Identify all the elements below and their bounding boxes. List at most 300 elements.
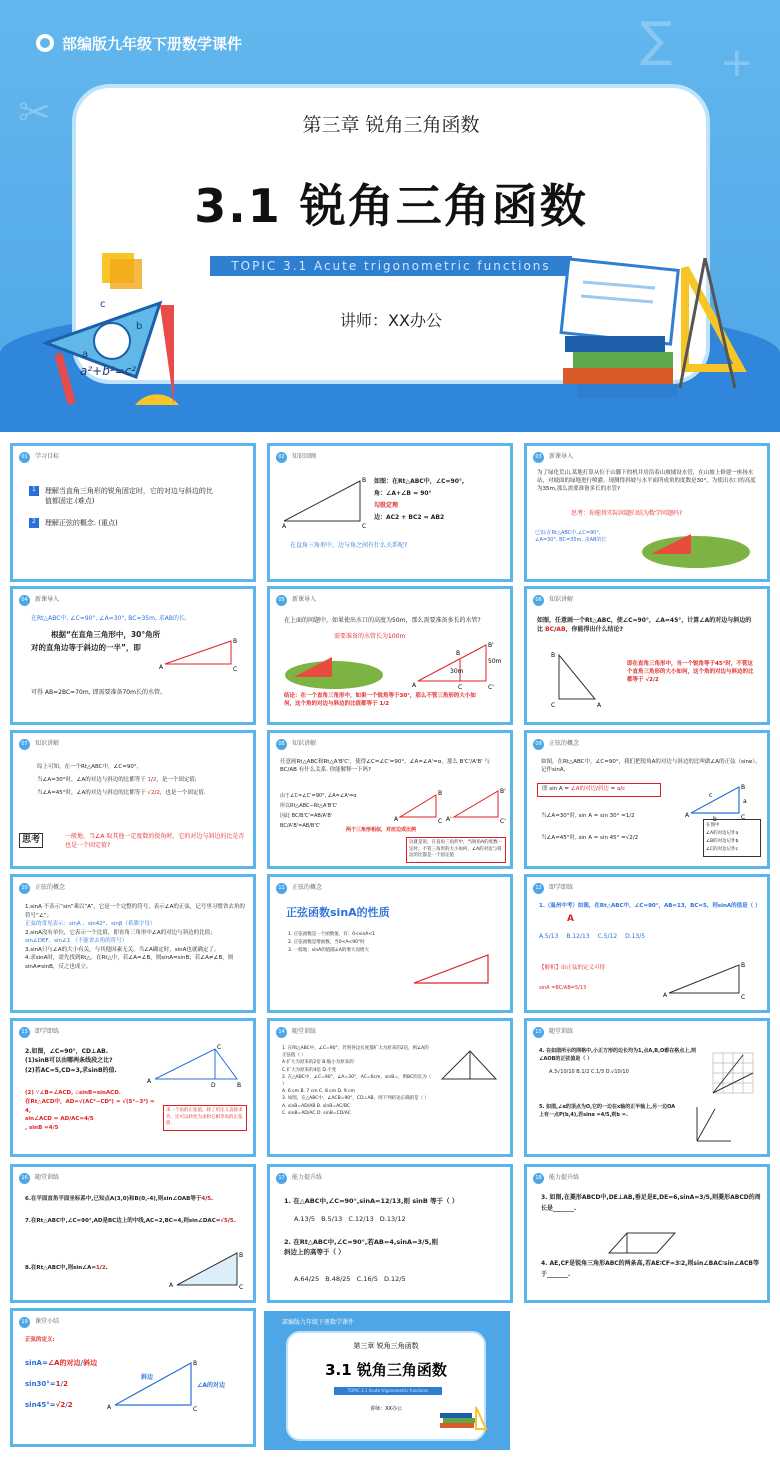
slide-number: 17 [276,1173,287,1184]
text-line: 1. 正弦函数是一个函数值，有：0<sinA<1 [288,932,376,937]
books-illustration [555,238,755,408]
option-value: √10/10 [611,1069,629,1075]
frac: 13 [365,1215,374,1223]
slide-03 [524,443,770,582]
vertex-label: C [458,684,463,691]
brand-logo-icon [36,34,54,52]
option: C. sinB= [282,1110,302,1116]
option-label: C. [597,933,604,940]
text-line: 任意画Rt△ABC和Rt△A'B'C'，使得∠C=∠C'=90°，∠A=∠A'=α，那么 [280,759,458,765]
text-line: ，也是一个固定值. [159,790,206,797]
slide-02 [267,443,513,582]
option-label: B. [321,1215,328,1223]
question-text: 2. 在Rt△ABC中,∠C=90°,若AB=4,sinA= [284,1238,418,1246]
frac: B'C' [310,823,321,829]
text-line: 由于∠C=∠C'=90°, ∠A=∠A'=α [280,793,357,799]
vertex-label: A [282,523,287,530]
question-text: 4. 在如图所示的网格中,小正方形的边长均为1,点A,B,O都在格点上,则∠AOB的正弦值是（ ） [539,1048,697,1062]
vertex-label: B [551,652,556,659]
cover-card [286,1331,486,1441]
vertex-label: A [107,1404,112,1411]
frac-num: √2 [55,1401,66,1409]
frac-den: 斜边 [83,1359,98,1367]
frac: 12 [397,1215,406,1223]
vertex-label: A [412,682,417,689]
goal-item: 理解当直角三角形的锐角固定时，它的对边与斜边的比值都固定.(难点) [44,487,213,506]
text-line: 则sin∠A= [67,1265,96,1271]
frac: BC [280,766,288,773]
slide-number: 10 [19,883,30,894]
slide-08: 08 知识讲解 任意画Rt△ABC和Rt△A'B'C'，使得∠C=∠C'=90°，∠A=∠A'=α，那么 B'C'/A'B' 与 BC/AB 有什么关系. 你能解释一下吗? 由于∠C=∠C'=90°, ∠A=∠A'=α 所以Rt△ABC∽Rt△A'B'C' 因此 BC/B'C'=AB/A'B' BC/A'B'=AB/B'C' 两个三角形相似，对应边成比例 这就是说，在直角三角形中，当锐角A的度数一定时，不管三角形的大小如何，∠A的对边与斜边的比都是一个固定值 A B C A' B' C' [267,730,513,869]
text-line: sin30°= [25,1380,56,1388]
slide-14: 14 随堂训练 1. 在Rt△ABC中，∠C=90°，若将各边长度都扩大为原来的2倍，则∠A的正弦值（ ） A.扩大为原来的2倍 B.缩小为原来的 C.扩大为原来的4倍 D.不变 2. 在△ABC中，∠C=90°，∠A=30°，AC=6cm，sinB=，则BC的长为（ ） A. 6 cm B. 7 cm C. 8 cm D. 9 cm 3. 如图，在△ABC中，∠ACB=90°，CD⊥AB，则下列结论正确的是（ ） A. sinB=AD/AB B. sinB=AC/BC C. sinB=AD/AC D. sinB=CD/AC [267,1018,513,1157]
option: D. sinB= [316,1110,337,1116]
book-green-icon [573,352,673,368]
side-a-label: a [82,349,89,360]
brand-title: 部编版九年级下册数学课件 [282,1319,355,1326]
triangle-figure [159,638,243,673]
text-line: sin A = sin 30° = [578,813,626,819]
option: B.缩小为原来的 [322,1060,354,1066]
slide-number: 07 [19,739,30,750]
slide-number: 05 [276,595,287,606]
option-label: A. [294,1275,301,1283]
text-line: . [625,1112,628,1118]
text-line: sinA= [25,1359,48,1367]
vertex-label: C [551,702,556,709]
frac-num: AD [60,1116,70,1123]
option-label: D. [379,1215,387,1223]
text-line: 角：∠A+∠B = 90° [374,490,432,497]
rhombus-figure [607,1231,677,1255]
vertex-label: A [169,1282,174,1289]
option: A. sinB= [282,1103,302,1109]
frac-num: √2 [645,676,653,683]
slide-06: 06 知识讲解 如图，任意画一个Rt△ABC，使∠C=90°，∠A=45°，计算∠A的对边与斜边的比 BC/AB，你能得出什么结论? B C A 即在直角三角形中，当一个锐角等于45°时，不管这个直角三角形的大小如何，这个角的对边与斜边的比都等于 √2/2 [524,586,770,725]
frac: AD [301,1110,308,1116]
slide-title: 即学即练 [549,884,574,892]
vertex-label: B [233,638,238,645]
question-text: 1.（温州中考）如图，在Rt△ABC中，∠C=90°，AB=13，BC=5，则sinA的值是（ ） [539,903,761,909]
frac-num: 1 [147,777,151,784]
text-line: 正弦的常见表示：sinA 、sin42°、sinβ（希腊字母） [25,921,156,928]
text-line: 2.如图，∠C=90°，CD⊥AB. [25,1048,108,1055]
frac-den: c [622,786,626,792]
definition-text: 如图，在Rt△ABC中，∠C=90°，我们把锐角A的对边与斜边的比叫做∠A的正弦（sine），记作sinA, [541,759,761,773]
option: A. 6 cm B. 7 cm C. 8 cm D. 9 cm [282,1089,356,1095]
frac: AC [309,1110,316,1116]
slide-title: 正弦的概念 [292,884,323,892]
cover-slide [0,0,780,432]
frac-num: BC [555,985,563,991]
text-line: ,则b = [609,1112,626,1118]
triangle-figure [440,1049,500,1085]
note-text: 两个三角形相似，对应边成比例 [346,827,417,833]
slide-number: 08 [276,739,287,750]
frac-num: 3 [699,1194,704,1201]
question-text: 1. 在△ABC中,∠C=90°,sinA= [284,1197,381,1205]
option-label: B. [576,1069,582,1075]
text-line: 如图，任意画一个Rt△ABC，使∠C=90°，∠A=45°，计算∠A的对边与斜边的比 [537,617,752,633]
book-lightblue-icon [577,384,677,398]
option-label: A. [549,1069,554,1075]
triangle-figure [147,1044,242,1089]
option-value: 13/5 [631,933,646,940]
frac-den: 5 [705,1194,710,1201]
vertex-label: C [193,1406,198,1413]
slide-title: 能力提升练 [292,1174,323,1182]
triangle-figure [685,783,759,823]
option: D.不变 [322,1067,337,1073]
think-badge: 思考 [19,833,43,848]
question-text: 5. 如图,∠α的顶点为O,它的一边在x轴的正半轴上,另一边OA上有一点P(b,4),若sinα = [539,1104,676,1118]
lesson-title: 3.1 锐角三角函数 [194,179,588,233]
topic-banner: TOPIC 3.1 Acute trigonometric functions [210,256,572,276]
frac: AB [302,823,310,829]
slide-title: 学习目标 [35,453,60,461]
triangle-figure [412,642,506,691]
vertex-label: A [663,992,668,999]
slide-number: 18 [533,1173,544,1184]
frac-num: 4 [600,1112,605,1118]
frac-den: 2 [156,790,160,797]
text-line: ，你能得出什么结论? [565,625,623,633]
slide-20-cover [264,1311,510,1450]
frac: 5 [310,1215,316,1223]
slide-number: 19 [19,1317,30,1328]
frac: A'B' [288,823,299,829]
text-line: sin A = sin 45° = [578,835,626,841]
option-label: B. [566,933,573,940]
option: A.扩大为原来的2倍 [282,1060,321,1066]
slide-19: 19 课堂小结 正弦的定义: sinA=∠A的对边/斜边 sin30°=1/2 sin45°=√2/2 A B C 斜边 ∠A的对边 [10,1308,256,1447]
option-value: 1/2 [581,1069,590,1075]
pencil-icon [54,353,75,405]
answer-blank: _______. [553,1204,577,1212]
frac-den: 斜边 [597,786,609,792]
answer-text: A [567,914,574,924]
slide-12: 12 即学即练 1.（温州中考）如图，在Rt△ABC中，∠C=90°，AB=13，BC=5，则sinA的值是（ ） A A.5/13 B.12/13 C.5/12 D.13/5 【解析】由正弦的定义可得 sinA =BC/AB=5/13 A B C [524,874,770,1013]
text-line: . [105,1265,108,1271]
frac-den: 13 [391,1197,401,1205]
text-line: , sinB = [25,1125,49,1132]
frac: 16 [363,1275,372,1283]
frac: 5 [327,1215,332,1223]
text-line: (1)sinB可以由哪两条线段之比? [25,1057,113,1065]
option-value: 5/13 [544,933,559,940]
frac: BC [343,1103,350,1109]
frac-den: AB [563,985,571,991]
frac: CD [336,1110,344,1116]
text-line: 对的直角边等于斜边的一半”，即 [31,642,141,652]
frac-num: BC [545,625,555,633]
text-line: 3.sinA只与∠A的大小有关，与其他因素无关，当∠A确定时，sinA也就确定了。 [25,946,220,953]
chapter-title: 第三章 锐角三角函数 [302,114,480,136]
triangle-figure [169,1249,244,1293]
text-line: 综上可知，在一个Rt△ABC中，∠C=90°, [37,764,139,770]
vertex-label: C [217,1044,222,1051]
frac-num: 4 [84,1116,88,1123]
definition-heading: 正弦的定义: [25,1337,55,1343]
text-line: ∠C=90°, [577,530,601,536]
vertex-label: C [362,523,367,530]
topic-banner: TOPIC 3.1 Acute trigonometric functions [334,1387,442,1395]
question-text: 在直角三角形中，边与角之间有什么关系呢? [290,542,408,549]
slide-18: 18 能力提升练 3. 如图,在菱形ABCD中,DE⊥AB,垂足是E,DE=6,sinA=3/5,则菱形ABCD的周长是_______. 4. AE,CF是锐角三角形ABC的两条高,若AE∶CF=3∶2,则sin∠BAC∶sin∠ACB等于_______. [524,1164,770,1303]
slide-17: 17 能力提升练 1. 在△ABC中,∠C=90°,sinA=12/13,则 sinB 等于（ ） A.13/5 B.5/13 C.12/13 D.13/12 2. 在Rt△ABC中,∠C=90°,若AB=4,sinA=3/5,则 斜边上的高等于（ ） A.64/25 B.48/25 C.16/5 D.12/5 [267,1164,513,1303]
text-line: √(AC²−CD²) = √(5²−3²) = 4, [25,1098,155,1114]
frac: BC [291,813,299,819]
side-label: b [713,816,717,823]
text-line: 已知:在Rt△ABC中, [535,530,578,536]
slide-15: 15 随堂训练 4. 在如图所示的网格中,小正方形的边长均为1,点A,B,O都在格点上,则∠AOB的正弦值是（ ） A.3√10/10 B.1/2 C.1/3 D.√10/10 5. 如图,∠α的顶点为O,它的一边在x轴的正半轴上,另一边OA上有一点P(b,4),若sinα =4/5,则b =. [524,1018,770,1157]
slide-number: 01 [19,452,30,463]
text-line: 可得 AB=2BC=70m, 即需要准备70m长的水管。 [31,689,166,696]
vertex-label: C [741,994,746,1001]
text-line: sin45°= [25,1401,56,1409]
axis-figure [693,1105,733,1145]
frac-num: 12 [380,1197,390,1205]
slide-title: 新课导入 [35,596,60,604]
vertex-label: C [239,1284,244,1291]
side-c-label: c [100,299,106,310]
slide-number: 02 [276,452,287,463]
frac-den: AB [556,625,566,633]
question-text: 4. AE,CF是锐角三角形ABC的两条高,若AE∶CF=3∶2,则sin∠BAC∶sin∠ACB等于 [541,1260,759,1278]
frac: 13 [300,1215,309,1223]
frac-num: 4 [48,1125,53,1132]
frac: AC [344,1110,351,1116]
protractor-icon [135,394,179,405]
length-label: 30m [450,668,464,675]
question-text: 8.在Rt△ABC中, [25,1265,68,1271]
frac: 25 [310,1275,320,1283]
opposite-label: ∠A的对边 [197,1382,226,1389]
frac-den: 2 [63,1380,68,1388]
option-label: A. [539,933,545,940]
frac-num: 1 [55,1380,61,1388]
slide-title: 新课导入 [292,596,317,604]
lecturer: 讲师：XX办公 [340,311,442,330]
frac: AB [289,766,297,773]
property-heading: 正弦函数sinA的性质 [286,906,390,919]
slide-number: 04 [19,595,30,606]
slide-number: 12 [533,883,544,894]
text-line: 4.求sinA时，需先找到Rt△。在Rt△中，若∠A=∠B，则sinA=sinB；若∠A≠∠B，则sinA≠sinB，反之也成立。 [25,955,234,970]
slide-number: 09 [533,739,544,750]
question-text: 7.在Rt△ABC中,∠C=90°,AD是BC边上的中线,AC=2,BC=4,则sin∠DAC= [25,1218,221,1224]
side-label: a [743,798,747,805]
frac: 25 [342,1275,351,1283]
frac: 64 [300,1275,309,1283]
answer-blank: _______. [547,1270,571,1278]
pythagoras-formula: a²+b²=c² [80,364,137,378]
slide-number: 15 [533,1027,544,1038]
vertex-label: A [685,812,690,819]
hill-figure [284,647,384,681]
option: C.扩大为原来的4倍 [282,1067,321,1073]
vertex-label: B [239,1252,244,1259]
option-label: D. [383,1275,392,1283]
frac-den: 2 [634,835,639,841]
chapter-title: 第三章 锐角三角函数 [353,1342,419,1350]
slide-title: 能力提升练 [549,1174,580,1182]
frac-num: 1 [625,813,630,819]
grid-lines [713,1053,753,1093]
text-line: ,则 [428,1238,438,1246]
frac: A'B' [472,759,483,765]
text-line: 3. 如图，在△ABC中，∠ACB=90°，CD⊥AB，则下列结论正确的是（ ） [282,1096,430,1102]
vertex-label: C [233,666,238,673]
frac: 5 [401,1275,406,1283]
frac-den: 13 [579,985,587,991]
text-line: 有什么关系. 你能解释一下吗? [298,766,372,773]
frac-den: 2 [654,676,659,683]
note-box: 这就是说，在直角三角形中，当锐角A的度数一定时，不管三角形的大小如何，∠A的对边与斜边的比都是一个固定值 [406,837,506,863]
question-text: 3. 如图,在菱形ABCD中,DE⊥AB,垂足是E,DE=6,sinA= [541,1194,700,1201]
goal-item: 理解正弦的概念. (重点) [44,519,118,528]
slide-11 [267,874,513,1013]
text-line: ,则菱形ABCD的周长是 [541,1194,761,1212]
frac: BC [280,823,287,829]
vertex-label: B [193,1360,198,1367]
frac-den: 2 [385,700,390,707]
vertex-label: B [456,650,461,657]
text-line: 当∠A=45°时，∠A的对边与斜边的比都等于 [37,790,146,797]
triangle-figure [549,649,609,709]
frac-den: 2 [152,777,157,784]
frac-den: 5 [229,1218,234,1224]
option-label: C. [356,1275,364,1283]
frac-den: 5 [54,1125,59,1132]
right-triangle-figure [282,476,372,530]
slide-title: 随堂训练 [549,1028,574,1036]
text-line: ∠C的对边记作c [706,847,739,853]
slide-title: 随堂训练 [35,1174,60,1182]
text-line: 与 [484,759,490,765]
slide-title: 即学即练 [35,1028,60,1036]
slide-number: 13 [19,1027,30,1038]
frac: AD [301,1103,308,1109]
similar-triangles-figure [394,788,508,825]
goal-badge: 2 [29,518,39,528]
option-label: A. [294,1215,301,1223]
slide-16: 16 随堂训练 6.在平面直角平面坐标系中,已知点A(3,0)和B(0,-4),则sin∠OAB等于4/5. 7.在Rt△ABC中,∠C=90°,AD是BC边上的中线,AC=2,BC=4,则sin∠DAC=√5/5. 8.在Rt△ABC中,则sin∠A=1/2. A B C [10,1164,256,1303]
frac-num: a [616,786,621,792]
book-blue-icon [565,336,665,352]
text-line: ，是一个固定值; [156,777,197,784]
frac-num: 4 [201,1196,206,1202]
slide-01 [10,443,256,582]
frac: B'C' [459,759,471,765]
option-label: C. [590,1069,597,1075]
frac: 12 [354,1215,364,1223]
triangle-figure [107,1357,241,1413]
text-line: ∠A的对边记作a [706,831,739,837]
option-label: D. [625,933,632,940]
frac: 13 [386,1215,396,1223]
slide-title: 知识讲解 [292,740,317,748]
frac: 48 [331,1275,341,1283]
slide-title: 知识讲解 [549,596,574,604]
slide-09: 09 正弦的概念 如图，在Rt△ABC中，∠C=90°，我们把锐角A的对边与斜边的比叫做∠A的正弦（sine），记作sinA, 即 sin A = ∠A的对边/斜边 = a/c 当∠A=30°时, sin A = sin 30° =1/2 当∠A=45°时, sin A = sin 45° =√2/2 A B C a b c 在图中 ∠A的对边记作a ∠B的对边记作b ∠C的对边记作c [524,730,770,869]
slide-number: 06 [533,595,544,606]
problem-text: 为了绿化荒山,某地打算从位于山脚下的机井房沿着山坡铺设水管，在山坡上修建一座扬水站，对坡面的绿地进行喷灌。现测得斜坡与水平面所成角的度数是30°，为使出水口的高度为35m,那么需要准备多长的水管? [537,470,756,492]
frac-den: 2 [631,813,635,819]
text-line: 2. 在△ABC中，∠C=90°，∠A=30°，AC=6cm，sinB= [282,1074,399,1080]
text-line: 在上面的问题中，如果使出水口的高度为50m，那么需要准备多长的水管? [284,617,481,624]
frac-den: 5 [424,1238,429,1246]
goal-badge: 1 [29,486,39,496]
lecturer: 讲师：XX办公 [370,1406,402,1412]
slide-13: 13 即学即练 2.如图，∠C=90°，CD⊥AB. (1)sinB可以由哪两条线段之比? (2)若AC=5,CD=3,求sinB的值. (2) ∵∠B=∠ACD, ∴sinB=sinACD. 在Rt△ACD中，AD=√(AC²−CD²) = √(5²−3²) = 4, sin∠ACD = AD/AC=4/5 , sinB =4/5 求一个角的正弦值，除了用定义直接求外，还可以转化为求和它相等角的正弦值. A B C D [10,1018,256,1157]
frac: 13 [333,1215,343,1223]
vertex-label: B' [500,788,506,795]
vertex-label: D [211,1082,216,1089]
length-label: 50m [488,658,502,665]
analysis-text: 【解析】由正弦的定义可得 [539,965,606,971]
vertex-label: B [741,962,746,969]
text-line: 1. 在Rt△ABC中，∠C=90°，若将各边长度都扩大为原来的2倍，则∠A的正弦值（ ） [282,1046,429,1059]
vertex-label: B [741,784,746,791]
frac-num: 1 [379,700,384,707]
text-line: 因此 [280,813,291,819]
text-line: 1.sinA 不表示“sin”乘以“A”，它是一个完整的符号，表示∠A的正弦，记号里习惯省去角的符号“∠”； [25,904,245,919]
text-line: 在Rt△ABC中, ∠C=90°, ∠A=30°, BC=35m, 求AB的长. [31,615,187,622]
text-line: 在图中 [706,823,720,828]
frac-num: ∠A的对边 [47,1359,81,1367]
frac-den: 5 [207,1196,212,1202]
vertex-label: B' [488,642,494,649]
text-line: 当∠A=45°时, [541,835,577,841]
text-line: ∠B的对边记作b [706,839,739,845]
text-line: 勾股定理 [374,502,399,509]
option-label: B. [325,1275,332,1283]
slide-title: 随堂训练 [292,1028,317,1036]
triangle-figure [412,953,492,989]
slide-title: 知识回顾 [292,453,317,461]
decor-scissors-icon: ✂ [18,90,52,136]
triangle-figure [663,961,747,1001]
frac-num: 1 [95,1265,100,1271]
think-text: 思考：你能将实际问题归结为数学问题吗? [571,510,683,517]
option-value: 5/12 [603,933,618,940]
frac: B'C' [300,813,310,819]
slide-title: 课堂小结 [35,1318,60,1326]
brand-title: 部编版九年级下册数学课件 [62,35,243,53]
text-line: 边：AC2 + BC2 = AB2 [374,514,445,521]
slide-number: 16 [19,1173,30,1184]
slide-number: 03 [533,452,544,463]
slide-title: 新课导入 [549,453,574,461]
frac-den: 2 [67,1401,73,1409]
text-line: 3. 一般地：sinA的值随∠A的增大而增大 [288,948,369,954]
answer-text: 需要准备的水管长为100m [334,633,406,640]
hypotenuse-label: 斜边 [141,1374,154,1381]
text-line: 2. 正弦函数是增函数，当0<A<90°时 [288,940,365,946]
text-line: sinA = [539,985,556,991]
tip-box: 求一个角的正弦值，除了用定义直接求外，还可以转化为求和它相等角的正弦值. [163,1105,247,1131]
frac-num: ∠A的对边 [570,786,596,792]
text-line: ，则BC的长为（ ） [282,1074,432,1087]
vertex-label: C [741,814,746,821]
conclusion-text: 结论：在一个直角三角形中，如果一个锐角等于30°，那么不管三角形的大小如何，这个角的对边与斜边的比值都等于 [284,693,476,707]
frac-num: √5 [220,1218,228,1224]
frac-den: 5 [606,1112,610,1118]
frac-den: AC [71,1116,80,1123]
slide-07: 07 知识讲解 综上可知，在一个Rt△ABC中，∠C=90°, 当∠A=30°时，∠A的对边与斜边的比都等于 1/2，是一个固定值; 当∠A=45°时，∠A的对边与斜边的比都等于 √2/2，也是一个固定值. 思考 一般地，当∠A 取其他一定度数的锐角时，它的对边与斜边的比是否也是一个固定值? [10,730,256,869]
geometry-illustration [40,245,180,425]
